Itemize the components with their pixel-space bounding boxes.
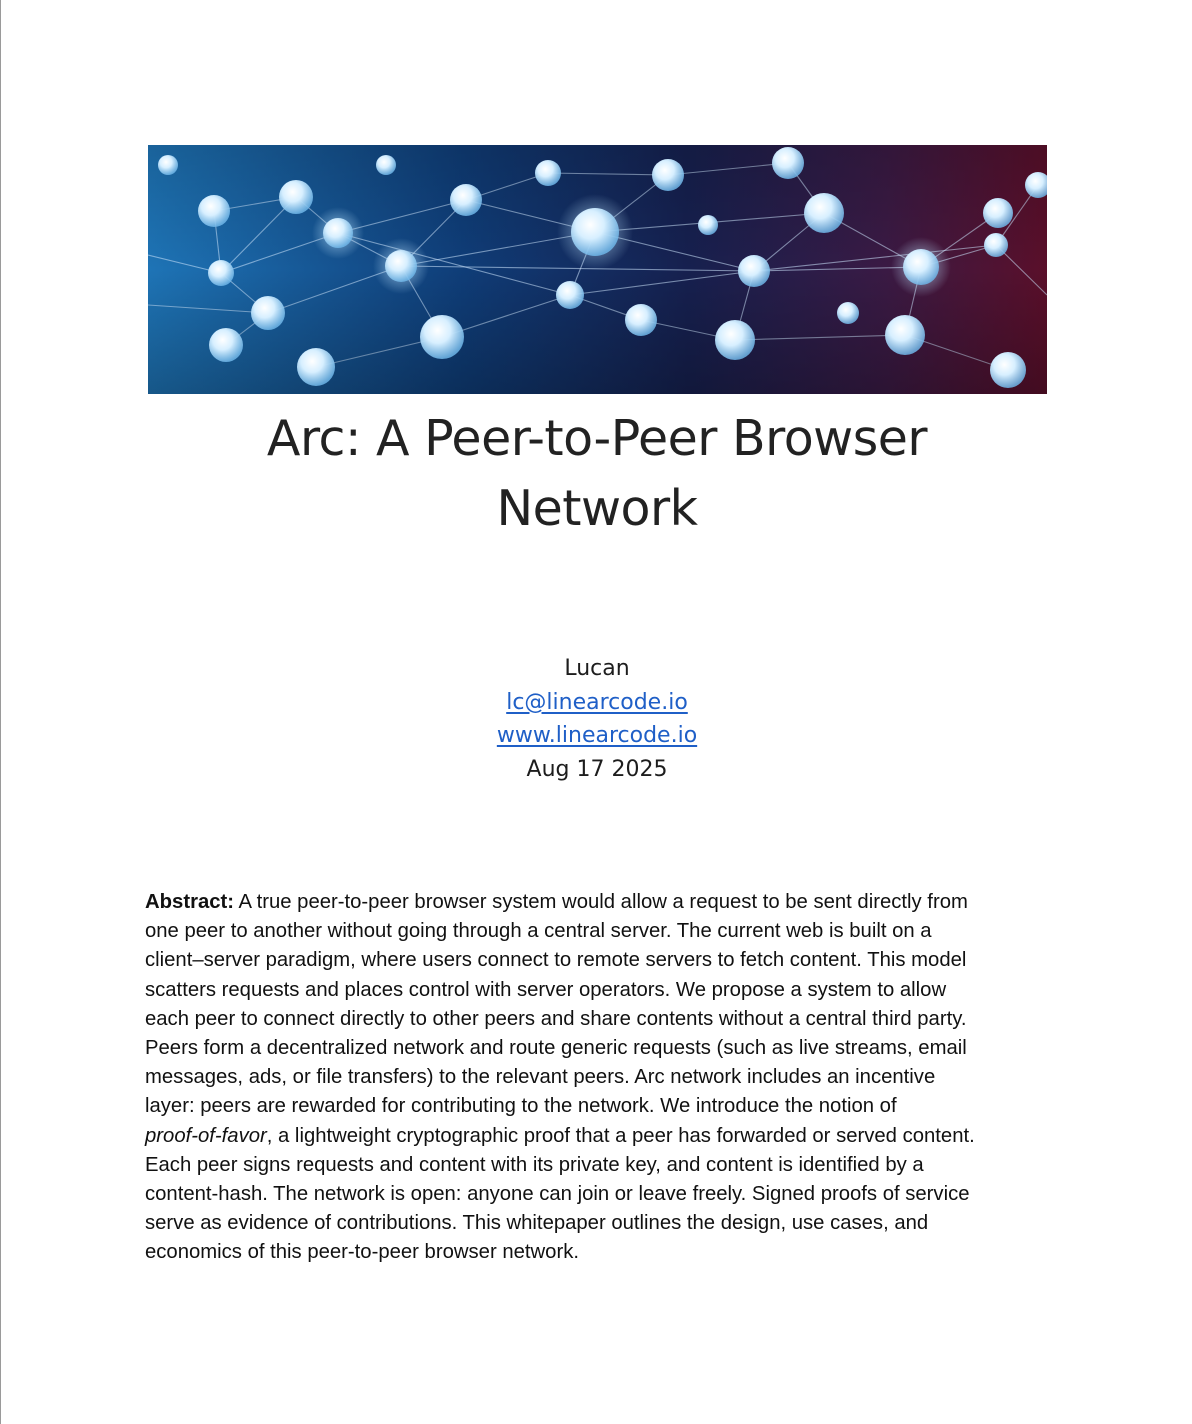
publication-date: Aug 17 2025: [526, 756, 668, 782]
abstract-line-12: serve as evidence of contributions. This whitepaper outlines the design, use cases, and: [145, 1212, 929, 1235]
page-left-border: [0, 0, 1, 1424]
paper-title-line-1: Arc: A Peer-to-Peer Browser: [266, 410, 928, 467]
abstract-line-13: economics of this peer-to-peer browser network.: [145, 1241, 579, 1264]
abstract-line-5: each peer to connect directly to other peers and share contents without a central third party.: [145, 1007, 967, 1030]
abstract-label: Abstract:: [145, 891, 235, 913]
abstract-line-11: content-hash. The network is open: anyone can join or leave freely. Signed proofs of service: [145, 1183, 970, 1206]
author-email-link[interactable]: lc@linearcode.io: [506, 689, 688, 715]
abstract-line-2: one peer to another without going through a central server. The current web is built on a: [145, 920, 932, 943]
paper-title: [146, 404, 1048, 544]
author-block: [146, 652, 1048, 786]
abstract-line-1: [145, 888, 1050, 917]
abstract-line-6: Peers form a decentralized network and route generic requests (such as live streams, email: [145, 1037, 967, 1060]
proof-of-favor-term: proof-of-favor: [145, 1124, 267, 1147]
author-website-link[interactable]: www.linearcode.io: [496, 723, 698, 748]
author-name: Lucan: [564, 656, 630, 681]
paper-title-line-2: Network: [496, 480, 698, 537]
network-nodes-icon: [148, 145, 1047, 394]
abstract-line-9: [145, 1122, 1050, 1151]
abstract-text-9: , a lightweight cryptographic proof that a peer has forwarded or served content.: [266, 1124, 975, 1147]
abstract-line-4: scatters requests and places control with server operators. We propose a system to allow: [145, 978, 947, 1001]
abstract-line-10: Each peer signs requests and content with its private key, and content is identified by a: [145, 1153, 924, 1176]
abstract-text-1: A true peer-to-peer browser system would allow a request to be sent directly from: [234, 891, 968, 913]
abstract-line-3: client–server paradigm, where users connect to remote servers to fetch content. This model: [145, 949, 967, 972]
abstract-line-8: layer: peers are rewarded for contributing to the network. We introduce the notion of: [145, 1095, 897, 1118]
abstract-line-7: messages, ads, or file transfers) to the relevant peers. Arc network includes an incentive: [145, 1066, 936, 1089]
abstract-paragraph: [145, 888, 1050, 1268]
network-hero-image: [148, 145, 1047, 394]
